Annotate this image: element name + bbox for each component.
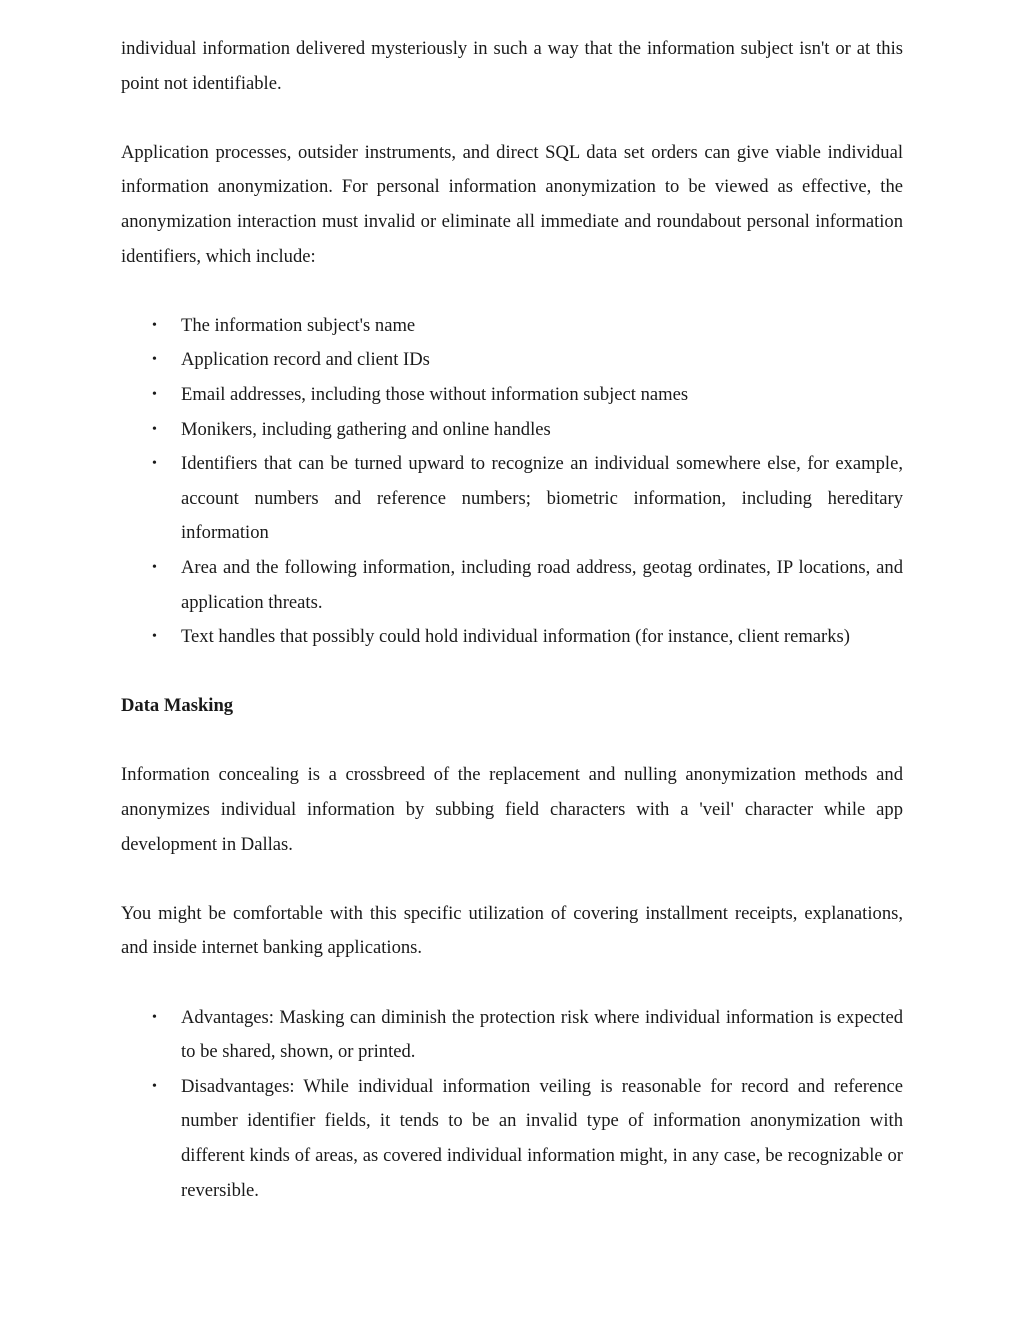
spacer xyxy=(121,724,903,759)
paragraph-anonymization-methods: Application processes, outsider instruments, and direct SQL data set orders can give viable individual information anonymization. For personal information anonymization to be viewed as effective, the anonymization interaction must invalid or eliminate all immediate and roundabout personal information identifiers, which include: xyxy=(121,141,903,267)
bullet-icon: • xyxy=(152,456,157,472)
list-item xyxy=(152,551,903,620)
spacer xyxy=(121,862,903,897)
list-item-text: Advantages: Masking can diminish the protection risk where individual information is expected to be shared, shown, or printed. xyxy=(181,1006,903,1063)
bullet-icon: • xyxy=(152,1078,157,1094)
bullet-icon: • xyxy=(152,352,157,368)
list-item xyxy=(152,447,903,551)
list-item-text: Application record and client IDs xyxy=(181,349,430,371)
list-item xyxy=(152,1001,903,1070)
spacer xyxy=(121,966,903,1001)
list-item xyxy=(152,620,903,655)
list-item xyxy=(152,413,903,448)
list-item-text: The information subject's name xyxy=(181,314,416,336)
paragraph-intro-continuation: individual information delivered mysteriously in such a way that the information subject isn't or at this point not identifiable. xyxy=(121,38,903,94)
list-item xyxy=(152,1070,903,1208)
pros-cons-list xyxy=(121,1001,903,1209)
list-item xyxy=(152,309,903,344)
paragraph-data-masking-usage: You might be comfortable with this specific utilization of covering installment receipts, explanations, and inside internet banking applications. xyxy=(121,902,903,959)
spacer xyxy=(121,655,903,690)
list-item xyxy=(152,343,903,378)
list-item-text: Identifiers that can be turned upward to recognize an individual somewhere else, for example, account numbers and reference numbers; biometric information, including hereditary information xyxy=(181,453,903,544)
section-heading-data-masking: Data Masking xyxy=(121,695,234,717)
bullet-icon: • xyxy=(152,559,157,575)
bullet-icon: • xyxy=(152,386,157,402)
paragraph-data-masking-definition: Information concealing is a crossbreed of the replacement and nulling anonymization methods and anonymizes individual information by subbing field characters with a 'veil' character while app development in Dallas. xyxy=(121,764,903,855)
list-item-text: Area and the following information, including road address, geotag ordinates, IP locations, and application threats. xyxy=(181,556,903,613)
spacer xyxy=(121,274,903,309)
identifiers-list xyxy=(121,309,903,655)
list-item-text: Monikers, including gathering and online handles xyxy=(181,418,551,440)
list-item-text: Disadvantages: While individual information veiling is reasonable for record and reference number identifier fields, it tends to be an invalid type of information anonymization with different kinds of areas, as covered individual information might, in any case, be recognizable or reversible. xyxy=(181,1075,903,1201)
spacer xyxy=(121,101,903,136)
bullet-icon: • xyxy=(152,317,157,333)
document-page xyxy=(121,32,903,1208)
list-item xyxy=(152,378,903,413)
bullet-icon: • xyxy=(152,629,157,645)
list-item-text: Text handles that possibly could hold individual information (for instance, client remarks) xyxy=(181,626,850,648)
list-item-text: Email addresses, including those without information subject names xyxy=(181,383,689,405)
bullet-icon: • xyxy=(152,421,157,437)
bullet-icon: • xyxy=(152,1009,157,1025)
